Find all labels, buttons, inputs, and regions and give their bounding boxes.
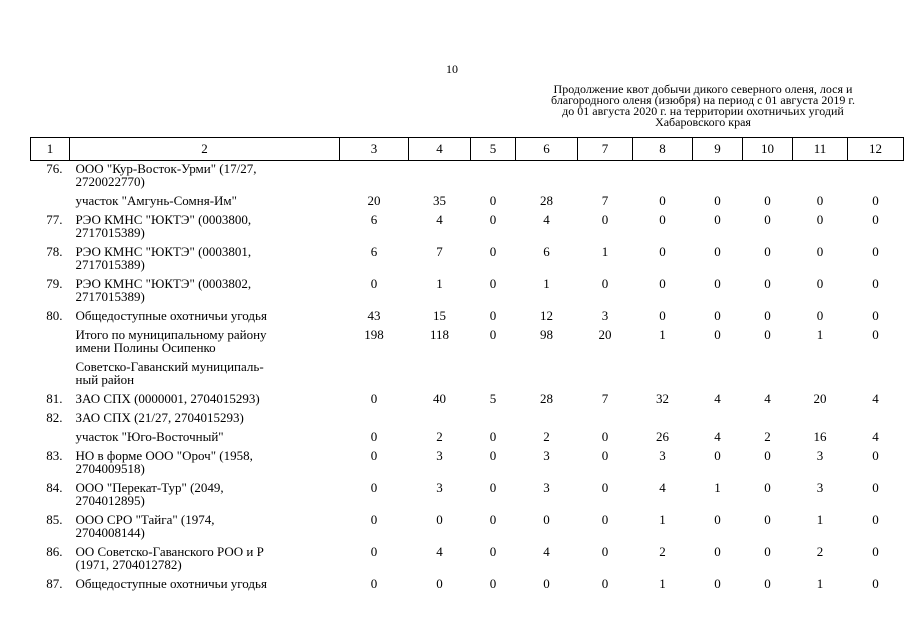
row-number: 81. <box>46 391 63 406</box>
row-value: 1 <box>714 480 721 495</box>
row-value: 0 <box>872 327 879 342</box>
row-name-line: Итого по муниципальному району <box>75 327 267 342</box>
row-value <box>471 357 516 389</box>
row-name <box>70 242 340 274</box>
row-value <box>516 408 578 427</box>
table-row <box>31 210 904 242</box>
row-number: 87. <box>46 576 63 591</box>
row-name-line: 2704008144) <box>75 525 145 540</box>
row-value: 0 <box>872 480 879 495</box>
row-value: 4 <box>714 391 721 406</box>
row-value: 0 <box>714 308 721 323</box>
row-number: 80. <box>46 308 63 323</box>
row-value: 7 <box>601 391 609 406</box>
row-name-line: ООО "Кур-Восток-Урми" (17/27, <box>75 161 257 176</box>
row-value: 0 <box>370 391 378 406</box>
row-value: 7 <box>601 193 609 208</box>
row-name <box>70 574 340 593</box>
row-name <box>70 542 340 574</box>
row-name <box>70 446 340 478</box>
row-value: 0 <box>714 544 721 559</box>
row-value: 0 <box>714 276 721 291</box>
row-value: 0 <box>601 429 609 444</box>
row-value: 0 <box>601 544 609 559</box>
table-row <box>31 574 904 593</box>
row-value: 0 <box>764 276 771 291</box>
row-value: 0 <box>659 244 666 259</box>
row-value: 4 <box>659 480 666 495</box>
row-value: 0 <box>601 212 609 227</box>
column-header: 12 <box>848 138 904 161</box>
row-value: 0 <box>370 576 378 591</box>
row-value: 1 <box>659 512 666 527</box>
caption-line: благородного оленя (изюбря) на период с 01 августа 2019 г. <box>551 93 855 107</box>
row-value: 0 <box>489 212 497 227</box>
row-value: 1 <box>816 512 824 527</box>
row-name-line: Советско-Гаванский муниципаль- <box>75 359 264 374</box>
caption-line: Продолжение квот добычи дикого северного оленя, лося и <box>553 82 853 96</box>
row-name-line: РЭО КМНС "ЮКТЭ" (0003801, <box>75 244 252 259</box>
row-value: 15 <box>433 308 446 323</box>
row-value: 0 <box>489 276 497 291</box>
row-value: 0 <box>543 512 550 527</box>
row-value: 0 <box>872 448 879 463</box>
row-value: 0 <box>764 308 771 323</box>
row-value: 2 <box>436 429 443 444</box>
row-value: 0 <box>543 576 550 591</box>
row-value: 4 <box>543 544 550 559</box>
row-value: 1 <box>659 327 666 342</box>
row-value: 0 <box>489 327 497 342</box>
row-number: 77. <box>46 212 63 227</box>
table-row <box>31 191 904 210</box>
row-value <box>516 357 578 389</box>
table-row <box>31 408 904 427</box>
row-number: 86. <box>46 544 63 559</box>
row-value <box>471 161 516 192</box>
table-caption <box>528 84 878 128</box>
row-value <box>471 408 516 427</box>
row-value <box>743 408 793 427</box>
row-name-line: ЗАО СПХ (0000001, 2704015293) <box>75 391 260 406</box>
row-name-line: 2717015389) <box>75 225 145 240</box>
row-value: 0 <box>872 276 879 291</box>
row-value <box>340 357 409 389</box>
row-value: 4 <box>872 391 879 406</box>
row-value: 0 <box>764 448 771 463</box>
row-value: 28 <box>540 391 553 406</box>
row-value: 0 <box>764 327 771 342</box>
row-value: 0 <box>370 544 378 559</box>
row-value: 0 <box>489 544 497 559</box>
row-value: 40 <box>433 391 446 406</box>
row-number: 78. <box>46 244 63 259</box>
row-name <box>70 191 340 210</box>
row-value: 0 <box>714 512 721 527</box>
row-value: 0 <box>714 327 721 342</box>
column-header: 4 <box>409 138 471 161</box>
row-name <box>70 357 340 389</box>
row-value <box>578 161 633 192</box>
row-value: 0 <box>764 193 771 208</box>
row-value <box>633 408 693 427</box>
row-name <box>70 161 340 192</box>
row-name-line: 2704009518) <box>75 461 145 476</box>
row-name-line: 2717015389) <box>75 289 145 304</box>
row-value <box>409 408 471 427</box>
row-value: 0 <box>370 276 378 291</box>
row-value: 0 <box>489 448 497 463</box>
row-value: 0 <box>601 276 609 291</box>
row-value: 26 <box>656 429 669 444</box>
row-value: 4 <box>764 391 771 406</box>
row-number <box>31 357 70 389</box>
column-number-row <box>31 138 904 161</box>
row-value <box>516 161 578 192</box>
row-value: 0 <box>872 308 879 323</box>
row-value <box>340 408 409 427</box>
row-value: 0 <box>714 212 721 227</box>
row-name-line: 2717015389) <box>75 257 145 272</box>
row-value: 0 <box>816 193 824 208</box>
row-name <box>70 325 340 357</box>
row-value <box>743 161 793 192</box>
row-value: 0 <box>370 448 378 463</box>
row-value: 0 <box>489 480 497 495</box>
row-value: 1 <box>659 576 666 591</box>
row-value <box>793 408 848 427</box>
row-value: 6 <box>543 244 550 259</box>
row-value: 3 <box>543 480 550 495</box>
row-value <box>409 161 471 192</box>
row-name <box>70 427 340 446</box>
row-value: 4 <box>543 212 550 227</box>
row-value: 0 <box>872 244 879 259</box>
row-name-line: ООО СРО "Тайга" (1974, <box>75 512 215 527</box>
row-value: 0 <box>816 244 824 259</box>
row-value: 2 <box>764 429 771 444</box>
row-value: 0 <box>872 576 879 591</box>
table-row <box>31 510 904 542</box>
row-value: 3 <box>601 308 609 323</box>
row-value: 0 <box>370 480 378 495</box>
row-value: 28 <box>540 193 553 208</box>
row-value: 43 <box>367 308 381 323</box>
column-header: 5 <box>471 138 516 161</box>
row-value: 2 <box>659 544 666 559</box>
row-value: 0 <box>872 193 879 208</box>
column-header: 3 <box>340 138 409 161</box>
row-value: 0 <box>489 308 497 323</box>
row-number <box>31 325 70 357</box>
page-number: 10 <box>446 62 458 76</box>
row-value: 0 <box>872 544 879 559</box>
table-row <box>31 242 904 274</box>
row-value: 0 <box>601 448 609 463</box>
table-row <box>31 478 904 510</box>
row-number: 76. <box>46 161 63 176</box>
row-name <box>70 408 340 427</box>
row-value: 0 <box>370 429 378 444</box>
row-name-line: 2704012895) <box>75 493 145 508</box>
row-value: 0 <box>816 212 824 227</box>
row-value <box>578 357 633 389</box>
row-value: 0 <box>714 576 721 591</box>
row-value: 98 <box>540 327 553 342</box>
row-value: 3 <box>659 448 666 463</box>
table-row <box>31 325 904 357</box>
row-name <box>70 274 340 306</box>
caption-line: до 01 августа 2020 г. на территории охотничьих угодий <box>562 104 844 118</box>
row-value: 0 <box>489 244 497 259</box>
column-header: 7 <box>578 138 633 161</box>
row-value: 0 <box>601 480 609 495</box>
table-row <box>31 161 904 192</box>
row-value: 118 <box>429 327 450 342</box>
row-name-line: участок "Амгунь-Сомня-Им" <box>75 193 237 208</box>
row-name-line: участок "Юго-Восточный" <box>75 429 224 444</box>
row-value: 3 <box>816 448 824 463</box>
row-value <box>848 161 904 192</box>
row-value: 4 <box>714 429 721 444</box>
row-value: 0 <box>370 512 378 527</box>
row-value: 0 <box>764 480 771 495</box>
row-value: 2 <box>816 544 824 559</box>
row-value: 0 <box>489 512 497 527</box>
row-value: 0 <box>489 576 497 591</box>
row-name-line: РЭО КМНС "ЮКТЭ" (0003802, <box>75 276 252 291</box>
row-number <box>31 191 70 210</box>
row-name-line: (1971, 2704012782) <box>75 557 182 572</box>
row-value: 0 <box>601 576 609 591</box>
table-row <box>31 274 904 306</box>
row-value <box>633 161 693 192</box>
row-value: 32 <box>656 391 669 406</box>
row-value: 0 <box>764 212 771 227</box>
row-value: 0 <box>714 244 721 259</box>
table-row <box>31 542 904 574</box>
row-value: 0 <box>489 429 497 444</box>
row-value: 0 <box>816 276 824 291</box>
row-name <box>70 510 340 542</box>
table-row <box>31 306 904 325</box>
row-value: 7 <box>436 244 443 259</box>
row-value <box>848 408 904 427</box>
caption-line: Хабаровского края <box>655 115 751 129</box>
row-value: 5 <box>489 391 497 406</box>
row-value: 20 <box>367 193 381 208</box>
row-value: 198 <box>364 327 384 342</box>
row-value: 3 <box>816 480 824 495</box>
row-name-line: ООО "Перекат-Тур" (2049, <box>75 480 224 495</box>
row-value: 1 <box>816 327 824 342</box>
row-value: 0 <box>764 512 771 527</box>
row-value: 0 <box>436 512 443 527</box>
row-value: 0 <box>659 308 666 323</box>
row-number <box>31 427 70 446</box>
row-value: 4 <box>436 212 443 227</box>
row-value: 0 <box>764 544 771 559</box>
row-value: 0 <box>601 512 609 527</box>
row-name <box>70 478 340 510</box>
row-value: 20 <box>813 391 827 406</box>
row-name <box>70 210 340 242</box>
row-name-line: ЗАО СПХ (21/27, 2704015293) <box>75 410 244 425</box>
row-value: 0 <box>816 308 824 323</box>
row-value: 0 <box>436 576 443 591</box>
row-value: 6 <box>370 244 378 259</box>
table-row <box>31 389 904 408</box>
row-value: 0 <box>659 193 666 208</box>
row-value: 1 <box>543 276 550 291</box>
row-name <box>70 306 340 325</box>
quota-table <box>30 137 904 593</box>
column-header: 6 <box>516 138 578 161</box>
column-header: 1 <box>31 138 70 161</box>
row-value: 0 <box>714 448 721 463</box>
row-name-line: имени Полины Осипенко <box>75 340 216 355</box>
row-value <box>793 357 848 389</box>
row-value: 0 <box>764 244 771 259</box>
row-value <box>793 161 848 192</box>
row-value: 1 <box>436 276 443 291</box>
row-value <box>693 357 743 389</box>
row-number: 79. <box>46 276 63 291</box>
row-name-line: НО в форме ООО "Ороч" (1958, <box>75 448 253 463</box>
table-row <box>31 427 904 446</box>
row-value <box>578 408 633 427</box>
row-value: 12 <box>540 308 553 323</box>
table-body <box>31 161 904 594</box>
row-name-line: 2720022770) <box>75 174 145 189</box>
column-header: 10 <box>743 138 793 161</box>
row-value: 0 <box>764 576 771 591</box>
row-value: 1 <box>601 244 609 259</box>
row-number: 84. <box>46 480 63 495</box>
row-value: 20 <box>598 327 612 342</box>
row-value: 3 <box>436 448 443 463</box>
column-header: 8 <box>633 138 693 161</box>
row-value: 3 <box>543 448 550 463</box>
row-value: 0 <box>659 212 666 227</box>
row-value <box>409 357 471 389</box>
row-value: 0 <box>489 193 497 208</box>
row-number: 82. <box>46 410 63 425</box>
row-value: 0 <box>714 193 721 208</box>
row-name-line: Общедоступные охотничьи угодья <box>75 576 267 591</box>
row-value: 6 <box>370 212 378 227</box>
row-value: 3 <box>436 480 443 495</box>
row-value: 16 <box>813 429 827 444</box>
row-value <box>693 161 743 192</box>
row-value <box>743 357 793 389</box>
row-value: 1 <box>816 576 824 591</box>
row-value: 35 <box>433 193 446 208</box>
row-number: 85. <box>46 512 63 527</box>
row-value: 2 <box>543 429 550 444</box>
column-header: 9 <box>693 138 743 161</box>
row-value <box>340 161 409 192</box>
row-value: 4 <box>872 429 879 444</box>
row-value: 0 <box>872 512 879 527</box>
row-name-line: ный район <box>75 372 135 387</box>
row-value <box>633 357 693 389</box>
row-value <box>848 357 904 389</box>
row-name-line: Общедоступные охотничьи угодья <box>75 308 267 323</box>
row-value: 0 <box>872 212 879 227</box>
column-header: 2 <box>70 138 340 161</box>
row-number: 83. <box>46 448 63 463</box>
row-value: 0 <box>659 276 666 291</box>
table-row <box>31 357 904 389</box>
row-name <box>70 389 340 408</box>
table-row <box>31 446 904 478</box>
row-value <box>693 408 743 427</box>
column-header: 11 <box>793 138 848 161</box>
row-name-line: ОО Советско-Гаванского РОО и Р <box>75 544 264 559</box>
row-value: 4 <box>436 544 443 559</box>
row-name-line: РЭО КМНС "ЮКТЭ" (0003800, <box>75 212 252 227</box>
